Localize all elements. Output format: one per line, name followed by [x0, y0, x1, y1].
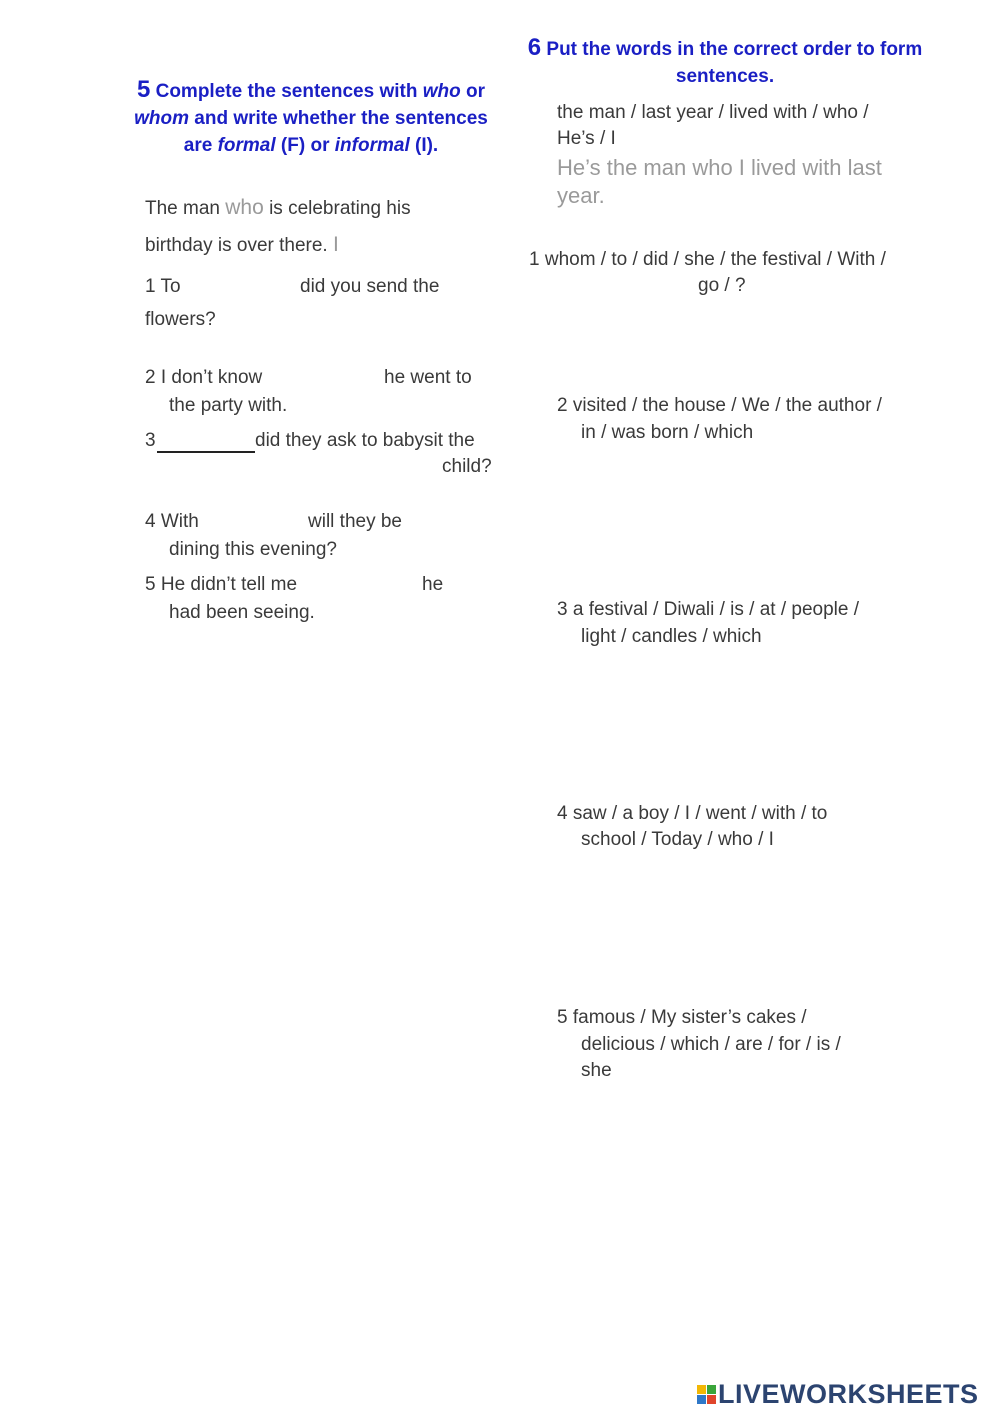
section6-heading: 6 Put the words in the correct order to form sentences. [527, 34, 923, 87]
s5-item4-part3: dining this evening? [169, 539, 337, 560]
s6-item4-answer-field[interactable] [557, 865, 927, 985]
s5-item3-part3: child? [442, 456, 492, 477]
s6-example-answer-line2: year. [557, 183, 605, 208]
s6-item5-line1: 5 famous / My sister’s cakes / [557, 1007, 807, 1028]
s5-item4-part1: 4 With [145, 511, 199, 532]
s5-item1-blank[interactable] [190, 275, 295, 299]
s6-item3-line2: light / candles / which [581, 626, 762, 647]
s5-item2-part2: he went to [384, 367, 472, 388]
s5-item3-blank[interactable] [157, 431, 255, 453]
s6-example-answer-line1[interactable]: He’s the man who I lived with last [557, 155, 882, 180]
s6-item3-line1: 3 a festival / Diwali / is / at / people / [557, 599, 860, 620]
section5-example-line1: The man who is celebrating his [145, 196, 411, 219]
s5-item2-part1: 2 I don’t know [145, 367, 263, 388]
s6-item5-answer-field[interactable] [557, 1095, 927, 1215]
example-answer-who[interactable]: who [225, 196, 264, 219]
s5-item1-part1: 1 To [145, 276, 181, 297]
example-answer-formality[interactable]: I [332, 233, 339, 256]
s5-item3-number: 3 [145, 430, 156, 451]
s6-item1-line2: go / ? [698, 275, 746, 296]
s6-example-line1: the man / last year / lived with / who / [557, 102, 869, 123]
s5-item4-blank[interactable] [208, 510, 303, 534]
s5-item5-blank[interactable] [316, 573, 416, 597]
s6-item2-line1: 2 visited / the house / We / the author / [557, 395, 882, 416]
s6-item5-line3: she [581, 1060, 612, 1081]
s5-item5-part2: he [422, 574, 444, 595]
s6-item4-line2: school / Today / who / I [581, 829, 774, 850]
s5-item2-part3: the party with. [169, 395, 288, 416]
section5-heading: 5 Complete the sentences with who or whom and write whether the sentences are formal (F) or informal (I). [134, 76, 488, 156]
s6-item3-answer-field[interactable] [557, 660, 927, 780]
s5-item4-part2: will they be [308, 511, 402, 532]
s6-item1-answer-field[interactable] [557, 305, 927, 380]
s5-item5-part3: had been seeing. [169, 602, 315, 623]
s5-item1-part2: did you send the [300, 276, 440, 297]
liveworksheets-logo [697, 1377, 979, 1411]
s6-example-line2: He’s / I [557, 128, 616, 149]
section6-number: 6 [527, 34, 542, 61]
brand-name: LIVEWORKSHEETS [718, 1378, 979, 1409]
s5-item2-blank[interactable] [278, 366, 378, 390]
s6-item5-line2: delicious / which / are / for / is / [581, 1034, 841, 1055]
s6-item1-line1: 1 whom / to / did / she / the festival / With / [529, 249, 886, 270]
section5-example-line2: birthday is over there. I [145, 233, 339, 256]
s5-item1-part3: flowers? [145, 309, 216, 330]
s6-item2-answer-field[interactable] [557, 455, 927, 575]
logo-squares-icon [697, 1385, 716, 1404]
s6-item2-line2: in / was born / which [581, 422, 754, 443]
section5-number: 5 [136, 76, 151, 103]
s5-item3-part2: did they ask to babysit the [255, 430, 475, 451]
s6-item4-line1: 4 saw / a boy / I / went / with / to [557, 803, 828, 824]
s5-item5-part1: 5 He didn’t tell me [145, 574, 298, 595]
